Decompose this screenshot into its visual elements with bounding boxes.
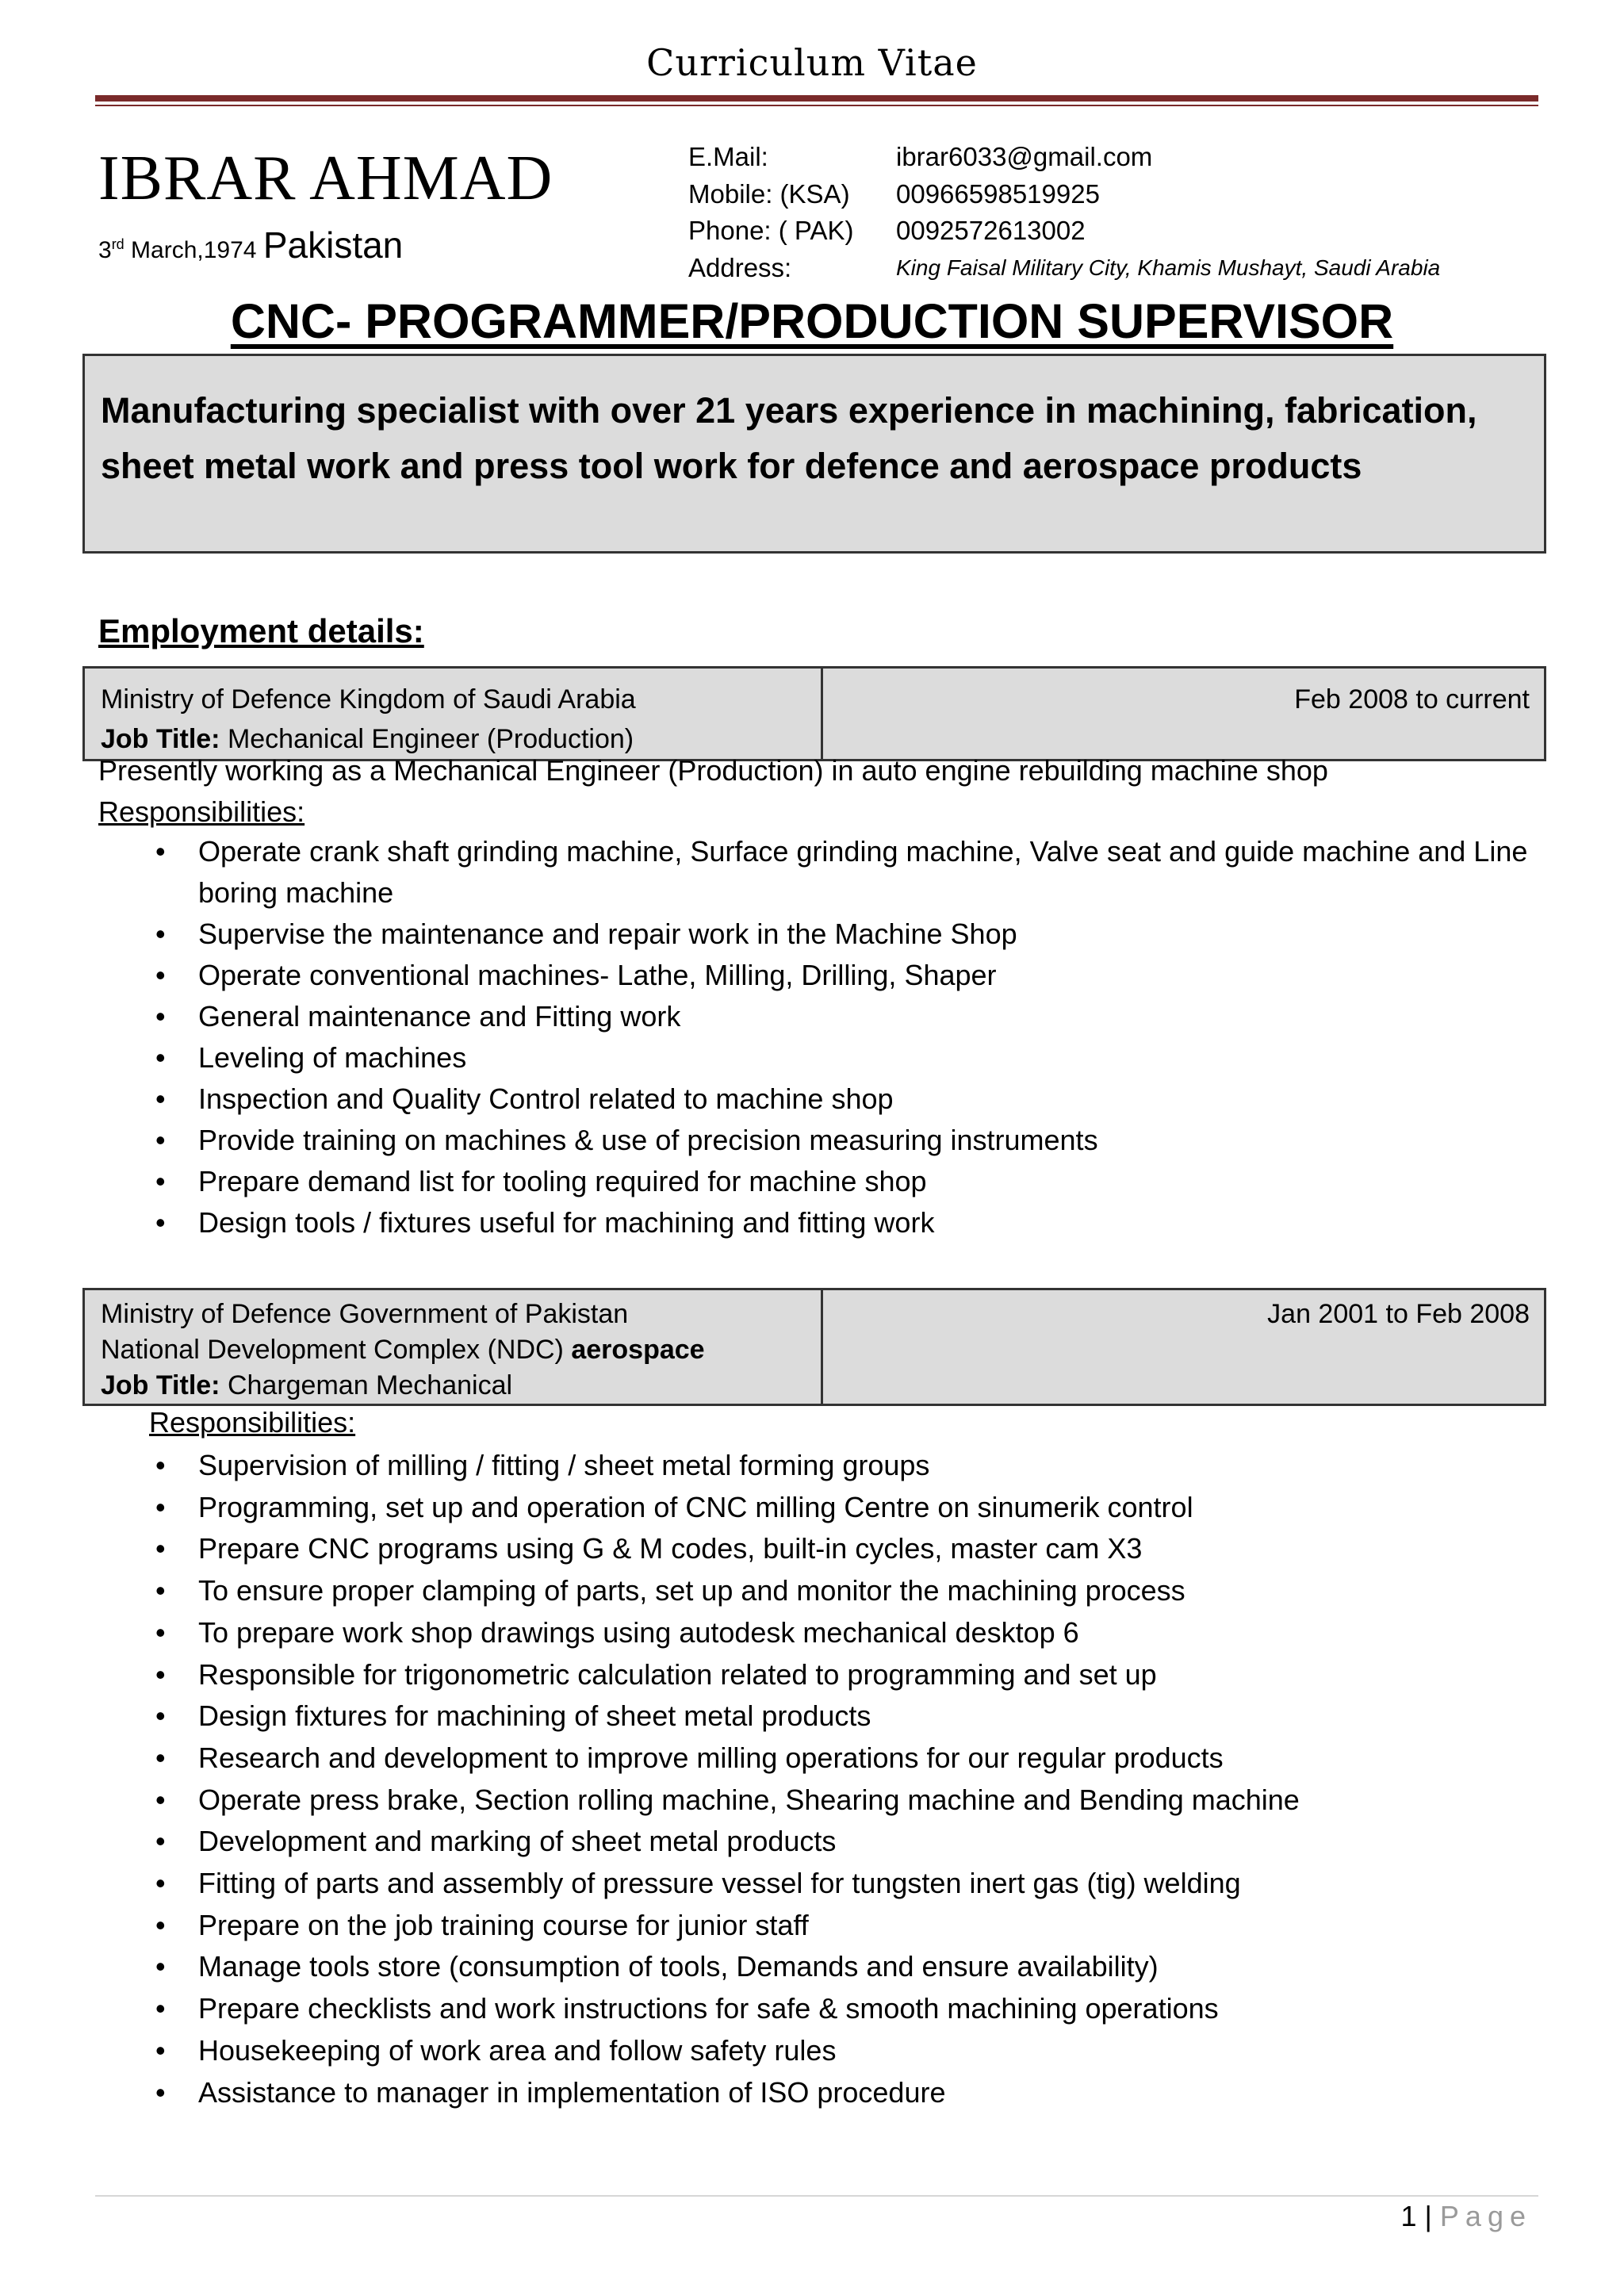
job2-unit-line	[101, 1332, 808, 1368]
mobile-value: 00966598519925	[896, 178, 1100, 209]
job2-title: Chargeman Mechanical	[227, 1370, 513, 1400]
footer-separator: |	[1424, 2200, 1432, 2232]
footer-rule	[95, 2195, 1538, 2197]
list-item: • Operate conventional machines- Lathe, Milling, Drilling, Shaper	[98, 955, 1549, 996]
contact-label: Mobile: (KSA)	[688, 178, 850, 209]
job1-info-cell	[84, 668, 822, 761]
list-item: • Provide training on machines & use of precision measuring instruments	[98, 1120, 1549, 1161]
job2-info-cell	[84, 1289, 822, 1405]
date-of-birth	[98, 224, 403, 266]
job1-responsibilities-label: Responsibilities:	[98, 795, 305, 828]
list-item: • Prepare on the job training course for junior staff	[98, 1905, 1549, 1947]
dob-rest: March,1974	[131, 237, 257, 263]
list-item: • Development and marking of sheet metal products	[98, 1821, 1549, 1863]
document-header-title: Curriculum Vitae	[646, 41, 978, 84]
job2-organization: Ministry of Defence Government of Pakistan	[101, 1299, 629, 1329]
job-heading: CNC- PROGRAMMER/PRODUCTION SUPERVISOR	[230, 294, 1394, 348]
dob-suffix: rd	[111, 236, 124, 252]
list-item: • Prepare checklists and work instructions for safe & smooth machining operations	[98, 1988, 1549, 2030]
job2-dates: Jan 2001 to Feb 2008	[822, 1289, 1545, 1405]
list-item: • To prepare work shop drawings using autodesk mechanical desktop 6	[98, 1612, 1549, 1654]
contact-label: E.Mail:	[688, 142, 768, 171]
job2-responsibilities-list	[98, 1445, 1549, 2113]
page-number: 1	[1400, 2200, 1417, 2232]
page-footer	[0, 2200, 1532, 2233]
list-item: • Operate crank shaft grinding machine, Surface grinding machine, Valve seat and guide machine and Line boring machine	[98, 831, 1549, 914]
list-item: • Manage tools store (consumption of tools, Demands and ensure availability)	[98, 1946, 1549, 1988]
list-item: • Inspection and Quality Control related to machine shop	[98, 1079, 1549, 1120]
job2-table	[82, 1288, 1546, 1406]
header-rule	[95, 95, 1538, 102]
job2-responsibilities-label: Responsibilities:	[149, 1406, 356, 1439]
job1-dates: Feb 2008 to current	[822, 668, 1545, 761]
phone-value: 0092572613002	[896, 216, 1086, 245]
candidate-name: IBRAR AHMAD	[98, 144, 553, 213]
job1-organization: Ministry of Defence Kingdom of Saudi Arabia	[101, 684, 636, 715]
contact-label: Address:	[688, 252, 792, 282]
contact-block	[688, 139, 1440, 286]
job1-description: Presently working as a Mechanical Engineer (Production) in auto engine rebuilding machine shop	[98, 754, 1328, 787]
list-item: • Leveling of machines	[98, 1037, 1549, 1079]
header-rule-thin	[95, 105, 1538, 106]
list-item: • Design tools / fixtures useful for machining and fitting work	[98, 1202, 1549, 1243]
job1-title: Mechanical Engineer (Production)	[227, 724, 634, 754]
list-item: • Housekeeping of work area and follow safety rules	[98, 2030, 1549, 2072]
page-word: Page	[1439, 2200, 1532, 2232]
address-value: King Faisal Military City, Khamis Mushayt, Saudi Arabia	[896, 255, 1441, 280]
contact-address-row	[688, 250, 1440, 287]
list-item: • Operate press brake, Section rolling machine, Shearing machine and Bending machine	[98, 1780, 1549, 1822]
list-item: • Research and development to improve milling operations for our regular products	[98, 1738, 1549, 1780]
job2-title-line	[101, 1368, 808, 1404]
list-item: • Responsible for trigonometric calculation related to programming and set up	[98, 1654, 1549, 1696]
list-item: • To ensure proper clamping of parts, set up and monitor the machining process	[98, 1570, 1549, 1612]
contact-phone-row	[688, 213, 1440, 250]
list-item: • Supervision of milling / fitting / sheet metal forming groups	[98, 1445, 1549, 1487]
summary-box: Manufacturing specialist with over 21 years experience in machining, fabrication, sheet metal work and press tool work for defence and aerospace products	[82, 354, 1546, 554]
job1-table	[82, 666, 1546, 761]
list-item: • Prepare CNC programs using G & M codes, built-in cycles, master cam X3	[98, 1528, 1549, 1570]
list-item: • Fitting of parts and assembly of pressure vessel for tungsten inert gas (tig) welding	[98, 1863, 1549, 1905]
job-title-label: Job Title:	[101, 1370, 220, 1400]
contact-label: Phone: ( PAK)	[688, 216, 854, 245]
job2-unit-bold: aerospace	[571, 1335, 705, 1365]
job-title-label: Job Title:	[101, 724, 220, 754]
contact-mobile-row	[688, 176, 1440, 213]
list-item: • General maintenance and Fitting work	[98, 996, 1549, 1037]
job1-responsibilities-list	[98, 831, 1549, 1243]
list-item: • Prepare demand list for tooling required for machine shop	[98, 1161, 1549, 1202]
contact-email-row	[688, 139, 1440, 176]
email-value[interactable]: ibrar6033@gmail.com	[896, 142, 1153, 171]
list-item: • Design fixtures for machining of sheet metal products	[98, 1695, 1549, 1738]
list-item: • Programming, set up and operation of CNC milling Centre on sinumerik control	[98, 1487, 1549, 1529]
list-item: • Assistance to manager in implementation of ISO procedure	[98, 2072, 1549, 2114]
job2-unit: National Development Complex (NDC)	[101, 1335, 564, 1365]
employment-section-title: Employment details:	[98, 612, 424, 649]
dob-day: 3	[98, 237, 112, 263]
list-item: • Supervise the maintenance and repair work in the Machine Shop	[98, 914, 1549, 955]
country: Pakistan	[262, 224, 404, 266]
